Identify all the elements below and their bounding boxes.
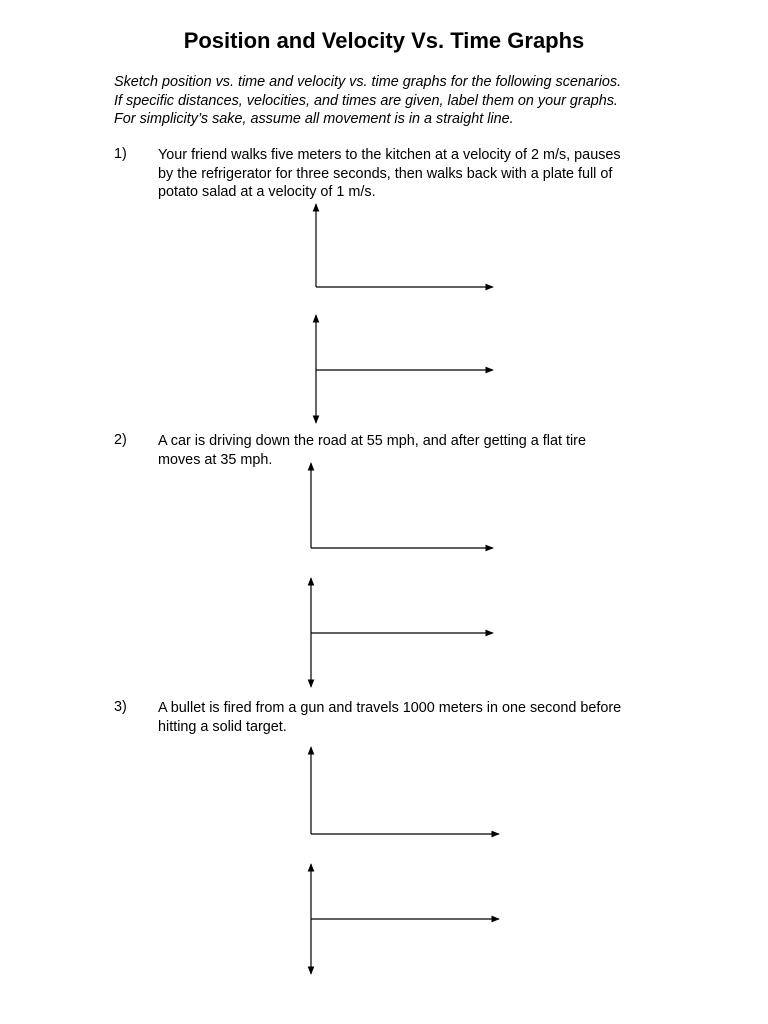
- q1-position-graph[interactable]: [316, 204, 493, 287]
- q1-velocity-graph[interactable]: [316, 315, 493, 423]
- question-3-number: 3): [114, 699, 127, 715]
- question-3-line-1: A bullet is fired from a gun and travels 1000 meters in one second before: [158, 700, 622, 716]
- q3-velocity-graph[interactable]: [311, 864, 499, 974]
- q2-velocity-graph[interactable]: [311, 578, 493, 687]
- question-1-line-1: Your friend walks five meters to the kitchen at a velocity of 2 m/s, pauses: [158, 147, 621, 163]
- q2-position-graph[interactable]: [311, 463, 493, 548]
- question-2-line-1: A car is driving down the road at 55 mph, and after getting a flat tire: [158, 433, 586, 449]
- question-2-line-2: moves at 35 mph.: [158, 451, 273, 468]
- instruction-line-1: Sketch position vs. time and velocity vs. time graphs for the following scenarios.: [114, 74, 622, 90]
- instruction-line-3: For simplicity’s sake, assume all movement is in a straight line.: [114, 111, 514, 127]
- instruction-line-2: If specific distances, velocities, and times are given, label them on your graphs.: [114, 92, 618, 109]
- question-1-line-2: by the refrigerator for three seconds, then walks back with a plate full of: [158, 165, 613, 182]
- question-3-line-2: hitting a solid target.: [158, 718, 287, 735]
- question-2-number: 2): [114, 432, 127, 448]
- q3-position-graph[interactable]: [311, 747, 499, 834]
- page-title: Position and Velocity Vs. Time Graphs: [183, 28, 585, 53]
- question-1-number: 1): [114, 146, 127, 162]
- question-1-line-3: potato salad at a velocity of 1 m/s.: [158, 184, 376, 200]
